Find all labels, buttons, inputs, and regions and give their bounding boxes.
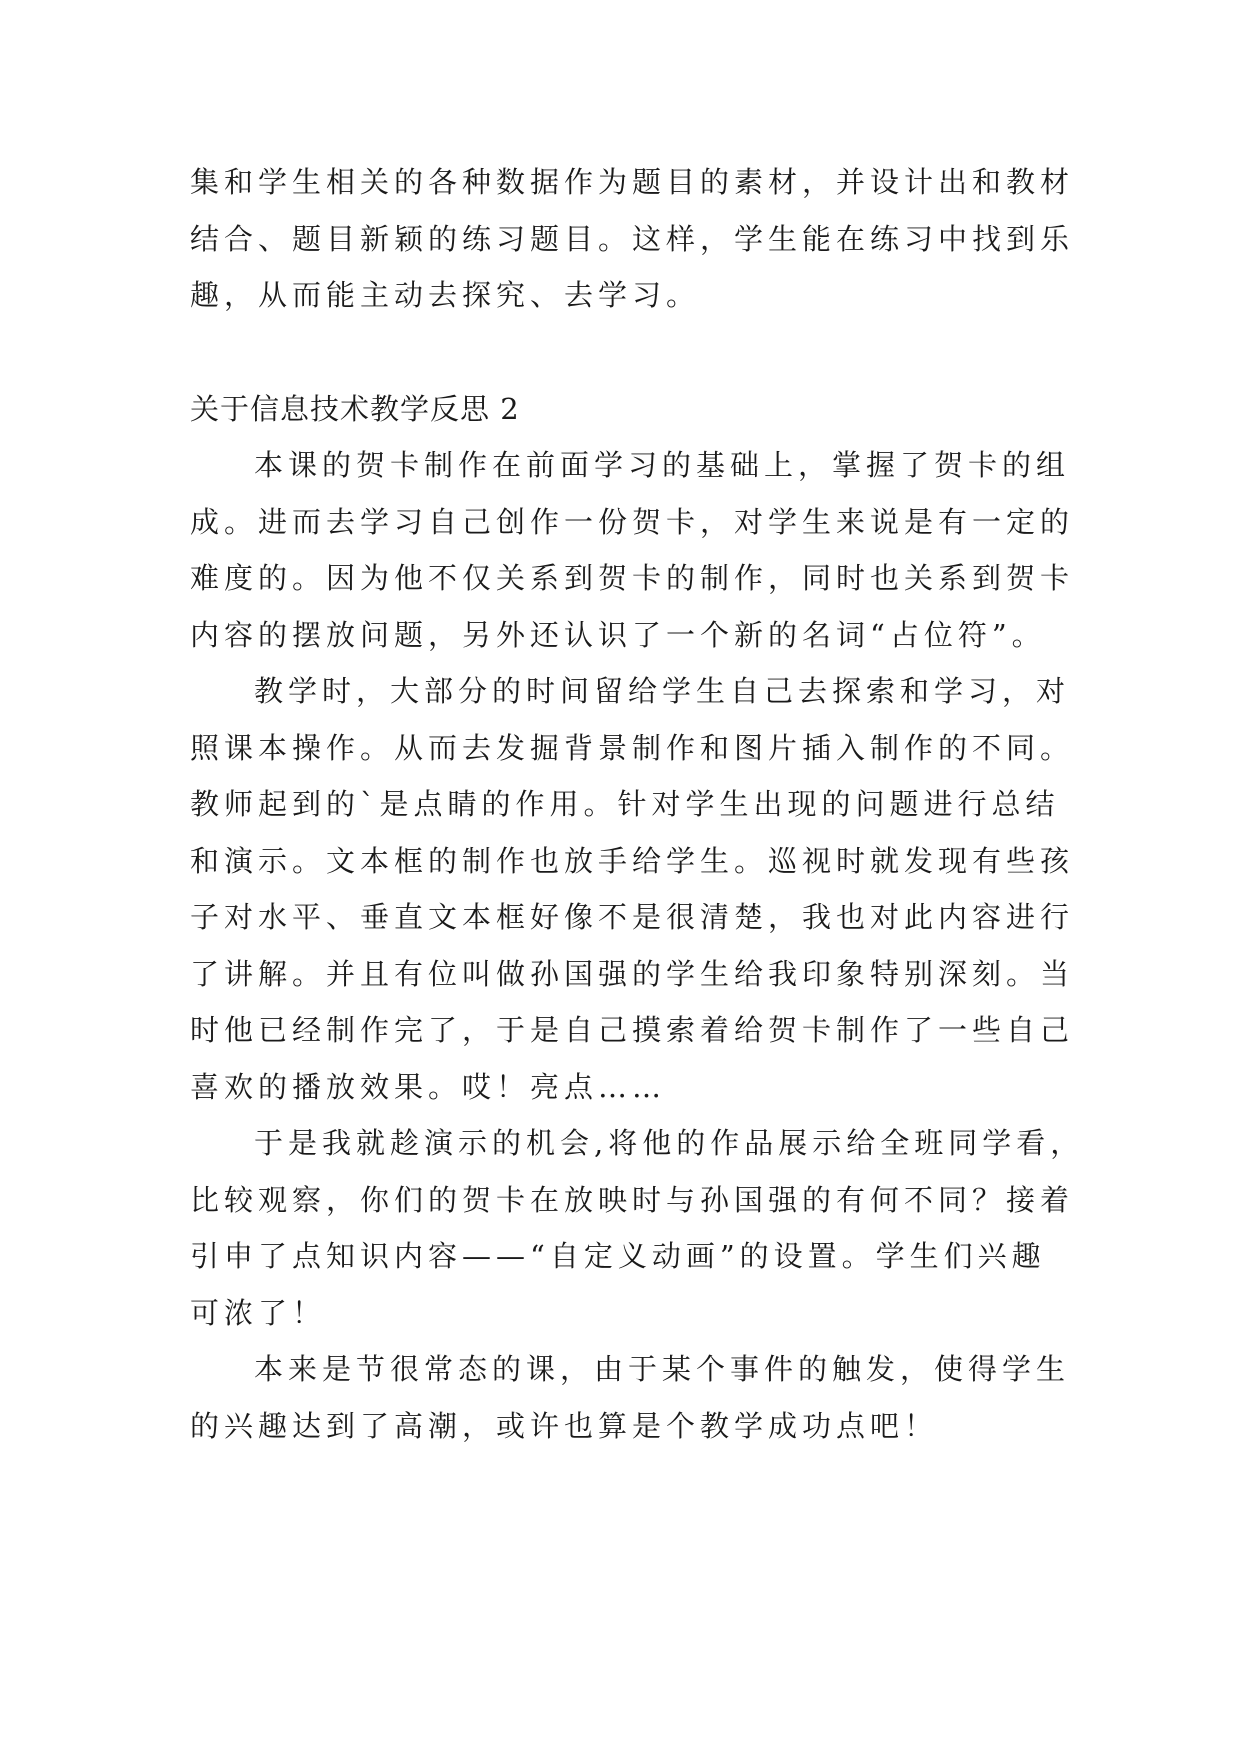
- text-line: 的兴趣达到了高潮，或许也算是个教学成功点吧！: [190, 1408, 939, 1443]
- text-line: 教师起到的`是点睛的作用。针对学生出现的问题进行总结: [190, 787, 1060, 821]
- text-line: 照课本操作。从而去发掘背景制作和图片插入制作的不同。: [190, 730, 1075, 765]
- text-line: 子对水平、垂直文本框好像不是很清楚，我也对此内容进行: [190, 900, 1075, 934]
- text-line: 可浓了！: [190, 1295, 327, 1330]
- text-line: 于是我就趁演示的机会,将他的作品展示给全班同学看，: [254, 1126, 1085, 1160]
- text-line: 喜欢的播放效果。哎！亮点……: [190, 1069, 667, 1104]
- section-title: 关于信息技术教学反思 2: [190, 391, 520, 426]
- paragraph-3: [190, 1115, 1085, 1341]
- text-line: 本来是节很常态的课，由于某个事件的触发，使得学生: [254, 1352, 1071, 1386]
- text-line: 难度的。因为他不仅关系到贺卡的制作，同时也关系到贺卡: [190, 561, 1075, 595]
- text-line: 结合、题目新颖的练习题目。这样，学生能在练习中找到乐: [190, 221, 1075, 256]
- text-line: 时他已经制作完了，于是自己摸索着给贺卡制作了一些自己: [190, 1013, 1075, 1047]
- text-line: 教学时，大部分的时间留给学生自己去探索和学习，对: [254, 674, 1071, 708]
- document-body: [190, 154, 1085, 1454]
- paragraph-4: [190, 1341, 1071, 1454]
- paragraph-2: [190, 663, 1075, 1115]
- text-line: 成。进而去学习自己创作一份贺卡，对学生来说是有一定的: [190, 504, 1075, 539]
- text-line: 和演示。文本框的制作也放手给学生。巡视时就发现有些孩: [190, 843, 1075, 878]
- spacer: [190, 324, 1050, 381]
- text-line: 趣，从而能主动去探究、去学习。: [190, 278, 701, 312]
- text-line: 引申了点知识内容——“自定义动画”的设置。学生们兴趣: [190, 1239, 1046, 1273]
- intro-paragraph: [190, 154, 1075, 324]
- text-line: 集和学生相关的各种数据作为题目的素材，并设计出和教材: [190, 165, 1075, 199]
- text-line: 内容的摆放问题，另外还认识了一个新的名词“占位符”。: [190, 617, 1046, 652]
- text-line: 了讲解。并且有位叫做孙国强的学生给我印象特别深刻。当: [190, 956, 1075, 991]
- paragraph-1: [190, 437, 1075, 663]
- text-line: 比较观察，你们的贺卡在放映时与孙国强的有何不同？接着: [190, 1182, 1075, 1217]
- text-line: 本课的贺卡制作在前面学习的基础上，掌握了贺卡的组: [254, 448, 1071, 482]
